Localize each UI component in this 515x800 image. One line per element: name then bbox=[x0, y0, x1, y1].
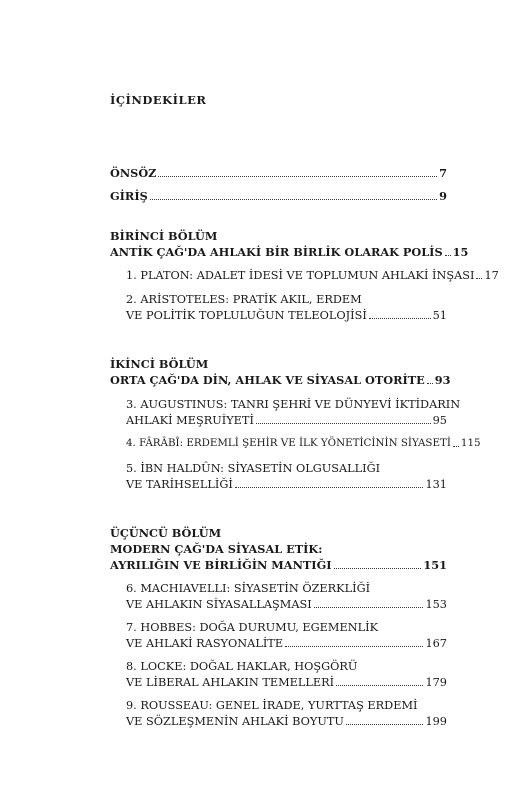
dot-leader bbox=[285, 646, 423, 647]
toc-entry-chapter[interactable] bbox=[126, 477, 447, 492]
entry-page: 153 bbox=[425, 598, 447, 611]
entry-label: ANTİK ÇAĞ'DA AHLAKİ BİR BİRLİK OLARAK POLİS bbox=[110, 245, 443, 259]
toc-entry-chapter[interactable] bbox=[126, 268, 499, 283]
entry-label: VE LİBERAL AHLAKIN TEMELLERİ bbox=[126, 676, 335, 689]
chapter-title-line: 5. İBN HALDÛN: SİYASETİN OLGUSALLIĞI bbox=[126, 462, 381, 475]
dot-leader bbox=[235, 487, 424, 488]
dot-leader bbox=[427, 383, 433, 384]
entry-label: ORTA ÇAĞ'DA DİN, AHLAK VE SİYASAL OTORİTE bbox=[110, 373, 425, 387]
entry-label: GİRİŞ bbox=[110, 189, 148, 203]
entry-page: 199 bbox=[425, 715, 447, 728]
dot-leader bbox=[346, 724, 423, 725]
chapter-title-line: 8. LOCKE: DOĞAL HAKLAR, HOŞGÖRÜ bbox=[126, 660, 358, 673]
entry-label: VE POLİTİK TOPLULUĞUN TELEOLOJİSİ bbox=[126, 309, 367, 322]
chapter-title-line: 7. HOBBES: DOĞA DURUMU, EGEMENLİK bbox=[126, 621, 379, 634]
toc-entry-part1[interactable] bbox=[110, 245, 469, 260]
dot-leader bbox=[158, 176, 437, 177]
dot-leader bbox=[369, 318, 431, 319]
dot-leader bbox=[150, 199, 437, 200]
toc-entry-chapter[interactable] bbox=[126, 675, 447, 690]
entry-page: 151 bbox=[423, 558, 447, 572]
entry-page: 131 bbox=[425, 478, 447, 491]
entry-label: VE TARİHSELLİĞİ bbox=[126, 478, 233, 491]
dot-leader bbox=[445, 255, 451, 256]
entry-page: 51 bbox=[432, 309, 447, 322]
toc-entry-part2[interactable] bbox=[110, 373, 451, 388]
entry-label: VE SÖZLEŞMENİN AHLAKİ BOYUTU bbox=[126, 715, 344, 728]
entry-label: AHLAKİ MEŞRUİYETİ bbox=[126, 414, 254, 427]
part-title-line: MODERN ÇAĞ'DA SİYASAL ETİK: bbox=[110, 542, 323, 556]
dot-leader bbox=[334, 568, 422, 569]
entry-label: AYRILIĞIN VE BİRLİĞİN MANTIĞI bbox=[110, 558, 332, 572]
toc-entry-chapter[interactable] bbox=[126, 308, 447, 323]
entry-page: 7 bbox=[439, 166, 447, 180]
entry-page: 17 bbox=[484, 269, 499, 282]
toc-title: İÇİNDEKİLER bbox=[110, 93, 207, 107]
entry-label: 1. PLATON: ADALET İDESİ VE TOPLUMUN AHLAKİ İNŞASI bbox=[126, 269, 475, 282]
chapter-title-line: 3. AUGUSTINUS: TANRI ŞEHRİ VE DÜNYEVİ İKTİDARIN bbox=[126, 398, 461, 411]
entry-page: 15 bbox=[452, 245, 469, 259]
toc-entry-preface[interactable] bbox=[110, 166, 447, 181]
entry-page: 115 bbox=[460, 437, 481, 449]
entry-label: 4. FÂRÂBÎ: ERDEMLİ ŞEHİR VE İLK YÖNETİCİNİN SİYASETİ bbox=[126, 437, 451, 449]
toc-entry-chapter[interactable] bbox=[126, 597, 447, 612]
toc-entry-chapter[interactable] bbox=[126, 413, 447, 428]
part-heading: İKİNCİ BÖLÜM bbox=[110, 357, 209, 371]
toc-entry-part3[interactable] bbox=[110, 558, 447, 573]
dot-leader bbox=[314, 607, 424, 608]
entry-page: 167 bbox=[425, 637, 447, 650]
chapter-title-line: 9. ROUSSEAU: GENEL İRADE, YURTTAŞ ERDEMİ bbox=[126, 699, 418, 712]
dot-leader bbox=[476, 278, 482, 279]
dot-leader bbox=[256, 423, 431, 424]
toc-entry-chapter[interactable] bbox=[126, 714, 447, 729]
toc-entry-chapter[interactable] bbox=[126, 436, 481, 451]
chapter-title-line: 2. ARİSTOTELES: PRATİK AKIL, ERDEM bbox=[126, 293, 362, 306]
entry-page: 93 bbox=[434, 373, 451, 387]
toc-entry-introduction[interactable] bbox=[110, 189, 447, 204]
dot-leader bbox=[453, 446, 459, 447]
part-heading: BİRİNCİ BÖLÜM bbox=[110, 229, 218, 243]
entry-label: ÖNSÖZ bbox=[110, 166, 157, 180]
entry-label: VE AHLAKIN SİYASALLAŞMASI bbox=[126, 598, 312, 611]
entry-page: 95 bbox=[432, 414, 447, 427]
toc-entry-chapter[interactable] bbox=[126, 636, 447, 651]
dot-leader bbox=[336, 685, 423, 686]
entry-page: 179 bbox=[425, 676, 447, 689]
entry-page: 9 bbox=[439, 189, 447, 203]
part-heading: ÜÇÜNCÜ BÖLÜM bbox=[110, 526, 222, 540]
chapter-title-line: 6. MACHIAVELLI: SİYASETİN ÖZERKLİĞİ bbox=[126, 582, 371, 595]
entry-label: VE AHLAKİ RASYONALİTE bbox=[126, 637, 284, 650]
